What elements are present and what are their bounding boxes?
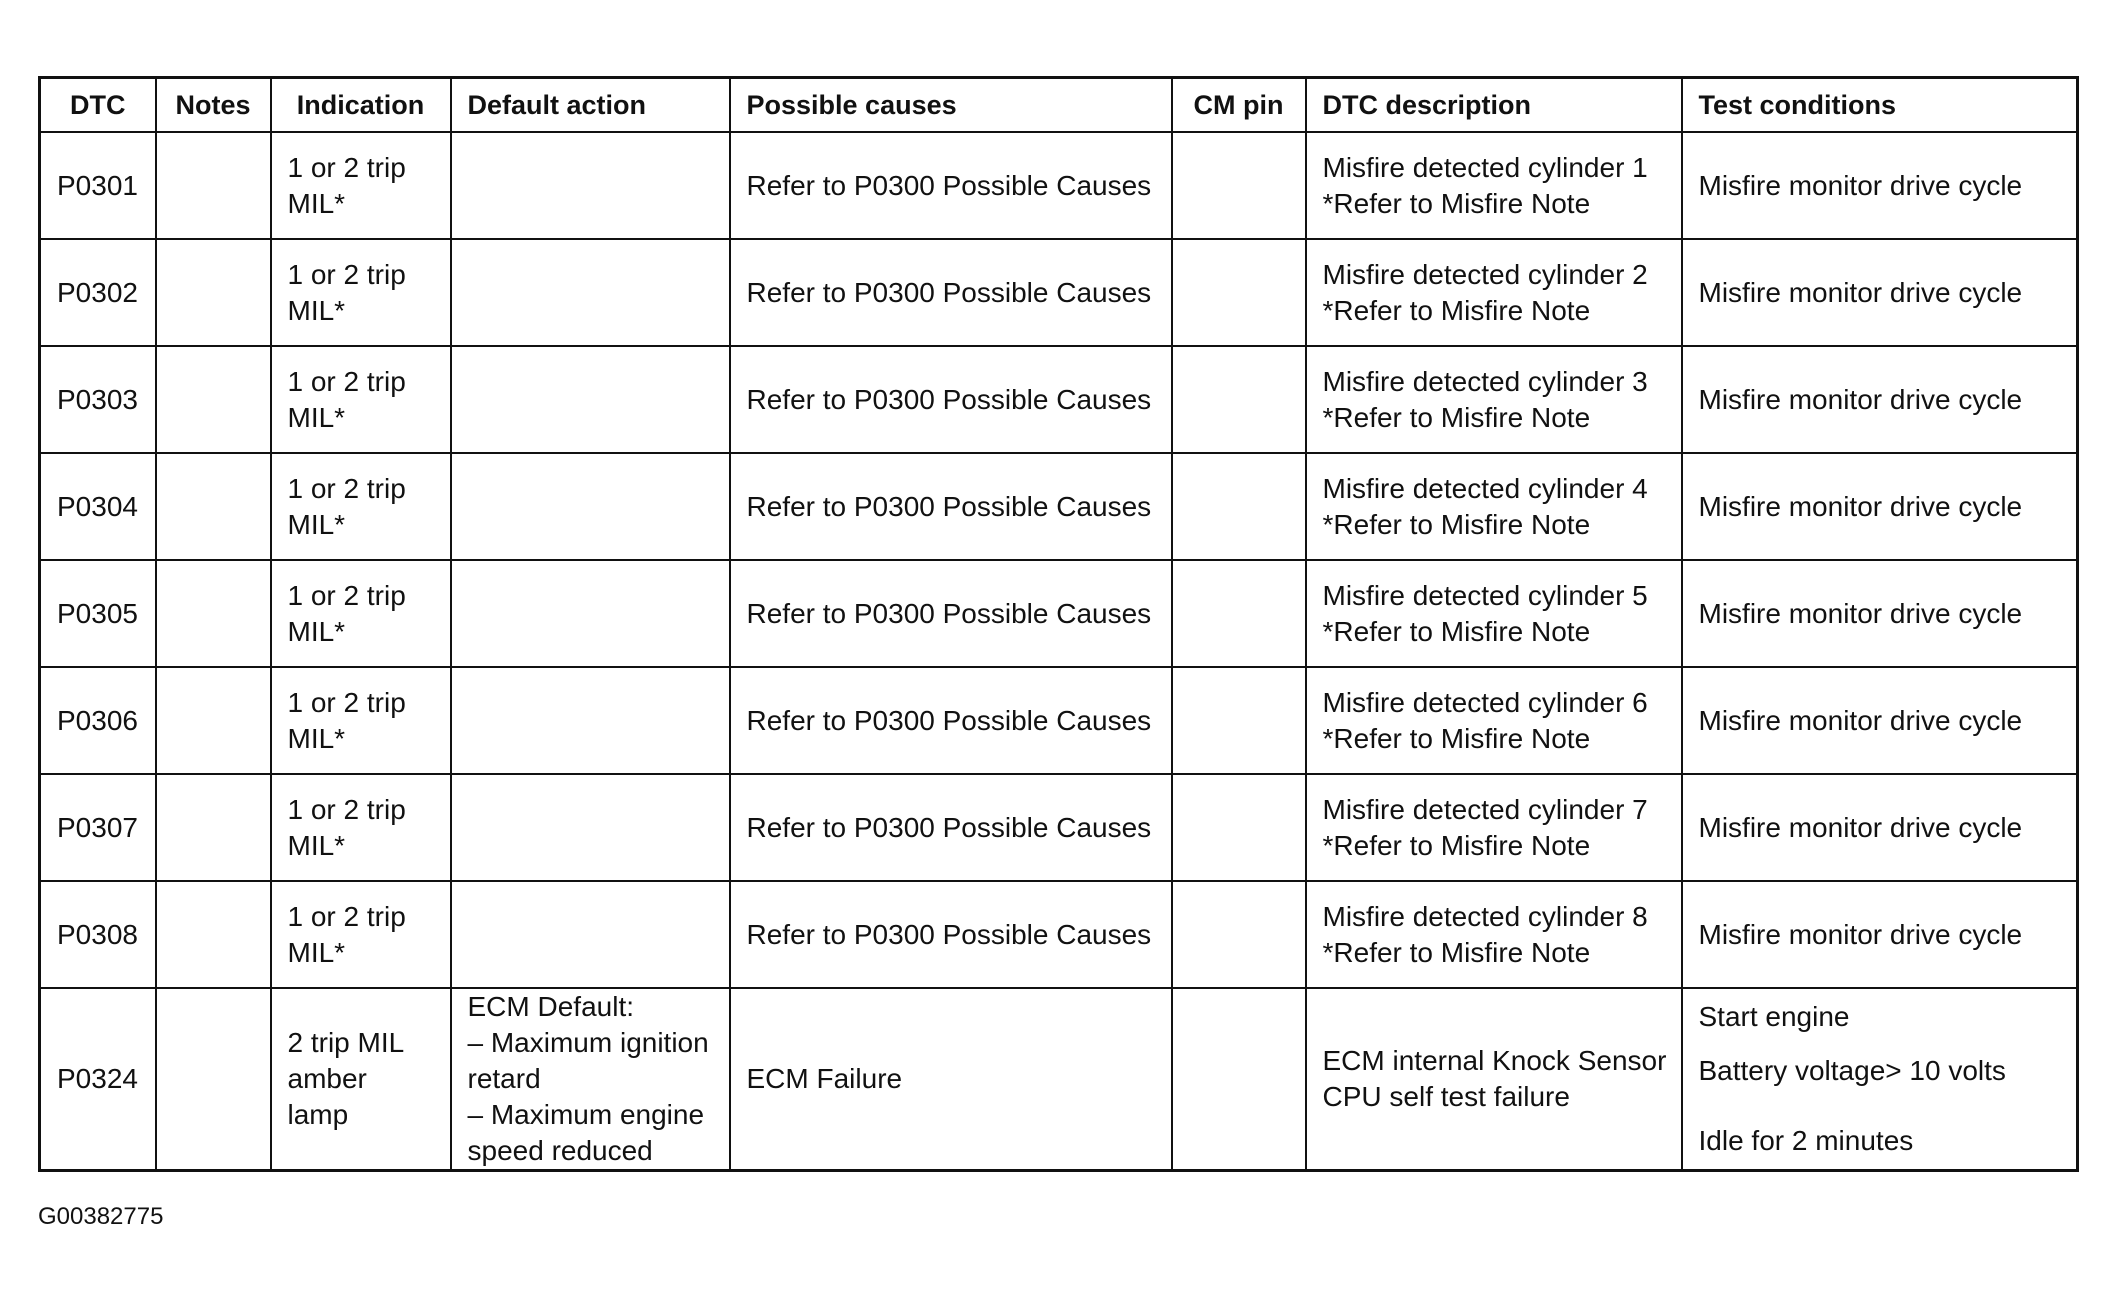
table-row bbox=[40, 560, 2078, 667]
header-test-conditions: Test conditions bbox=[1682, 78, 2078, 133]
indication-line: MIL* bbox=[287, 829, 346, 861]
dtc-description-line: *Refer to Misfire Note bbox=[1322, 829, 1591, 861]
indication-line: MIL* bbox=[287, 187, 346, 219]
cell-notes bbox=[156, 346, 271, 453]
table-row bbox=[40, 988, 2078, 1171]
dtc-code: P0302 bbox=[57, 276, 138, 308]
indication-line: amber bbox=[287, 1063, 367, 1094]
cell-dtc-description bbox=[1306, 239, 1682, 346]
cell-default-action bbox=[451, 453, 730, 560]
cell-dtc-description bbox=[1306, 774, 1682, 881]
dtc-description-line: *Refer to Misfire Note bbox=[1322, 936, 1591, 968]
dtc-table bbox=[38, 76, 2079, 1172]
cell-test-conditions bbox=[1682, 988, 2078, 1171]
indication-line: 1 or 2 trip bbox=[287, 472, 406, 504]
cell-possible-causes bbox=[730, 988, 1172, 1171]
cell-dtc bbox=[40, 667, 156, 774]
indication-line: 1 or 2 trip bbox=[287, 686, 406, 718]
test-condition-line: Battery voltage> 10 volts bbox=[1698, 1055, 2006, 1086]
test-condition-line: Misfire monitor drive cycle bbox=[1698, 597, 2023, 629]
cell-cm-pin bbox=[1172, 453, 1306, 560]
cell-indication bbox=[271, 988, 451, 1171]
dtc-description-line: Misfire detected cylinder 6 bbox=[1322, 686, 1648, 718]
cell-cm-pin bbox=[1172, 346, 1306, 453]
possible-causes-text: Refer to P0300 Possible Causes bbox=[746, 383, 1152, 415]
indication-line: 1 or 2 trip bbox=[287, 258, 406, 290]
cell-test-conditions bbox=[1682, 132, 2078, 239]
dtc-description-line: *Refer to Misfire Note bbox=[1322, 187, 1591, 219]
cell-possible-causes bbox=[730, 881, 1172, 988]
header-dtc: DTC bbox=[40, 78, 156, 133]
default-action-line: ECM Default: bbox=[467, 991, 634, 1022]
possible-causes-text: Refer to P0300 Possible Causes bbox=[746, 597, 1152, 629]
dtc-description-line: Misfire detected cylinder 8 bbox=[1322, 900, 1648, 932]
cell-indication bbox=[271, 453, 451, 560]
dtc-description-line: *Refer to Misfire Note bbox=[1322, 615, 1591, 647]
cell-notes bbox=[156, 560, 271, 667]
cell-indication bbox=[271, 132, 451, 239]
header-dtc-description: DTC description bbox=[1306, 78, 1682, 133]
header-row bbox=[40, 78, 2078, 133]
indication-line: MIL* bbox=[287, 401, 346, 433]
cell-default-action bbox=[451, 881, 730, 988]
cell-default-action bbox=[451, 988, 730, 1171]
dtc-description-line: Misfire detected cylinder 5 bbox=[1322, 579, 1648, 611]
cell-indication bbox=[271, 774, 451, 881]
cell-possible-causes bbox=[730, 239, 1172, 346]
cell-cm-pin bbox=[1172, 988, 1306, 1171]
cell-dtc bbox=[40, 346, 156, 453]
test-condition-line: Misfire monitor drive cycle bbox=[1698, 811, 2023, 843]
cell-default-action bbox=[451, 132, 730, 239]
possible-causes-text: Refer to P0300 Possible Causes bbox=[746, 276, 1152, 308]
dtc-description-line: CPU self test failure bbox=[1322, 1081, 1570, 1112]
possible-causes-text: Refer to P0300 Possible Causes bbox=[746, 704, 1152, 736]
cell-notes bbox=[156, 881, 271, 988]
dtc-code: P0303 bbox=[57, 383, 138, 415]
cell-cm-pin bbox=[1172, 560, 1306, 667]
test-condition-line: Misfire monitor drive cycle bbox=[1698, 276, 2023, 308]
dtc-description-line: Misfire detected cylinder 3 bbox=[1322, 365, 1648, 397]
test-condition-line: Start engine bbox=[1698, 1001, 1850, 1032]
possible-causes-text: Refer to P0300 Possible Causes bbox=[746, 811, 1152, 843]
dtc-description-line: *Refer to Misfire Note bbox=[1322, 294, 1591, 326]
indication-line: MIL* bbox=[287, 722, 346, 754]
cell-notes bbox=[156, 988, 271, 1171]
cell-dtc-description bbox=[1306, 988, 1682, 1171]
indication-line: 1 or 2 trip bbox=[287, 151, 406, 183]
cell-test-conditions bbox=[1682, 560, 2078, 667]
indication-line: lamp bbox=[287, 1099, 349, 1130]
cell-default-action bbox=[451, 239, 730, 346]
cell-test-conditions bbox=[1682, 346, 2078, 453]
cell-cm-pin bbox=[1172, 881, 1306, 988]
cell-possible-causes bbox=[730, 774, 1172, 881]
test-condition-line: Idle for 2 minutes bbox=[1698, 1125, 1914, 1156]
cell-notes bbox=[156, 239, 271, 346]
cell-cm-pin bbox=[1172, 132, 1306, 239]
dtc-description-line: *Refer to Misfire Note bbox=[1322, 508, 1591, 540]
cell-default-action bbox=[451, 774, 730, 881]
cell-dtc-description bbox=[1306, 453, 1682, 560]
possible-causes-text: ECM Failure bbox=[746, 1063, 903, 1094]
default-action-line: – Maximum engine bbox=[467, 1099, 705, 1130]
default-action-line: – Maximum ignition bbox=[467, 1027, 709, 1058]
dtc-description-line: Misfire detected cylinder 4 bbox=[1322, 472, 1648, 504]
default-action-line: retard bbox=[467, 1063, 541, 1094]
header-cm-pin: CM pin bbox=[1172, 78, 1306, 133]
table-body bbox=[40, 132, 2078, 1171]
dtc-description-line: Misfire detected cylinder 7 bbox=[1322, 793, 1648, 825]
header-possible-causes: Possible causes bbox=[730, 78, 1172, 133]
dtc-code: P0301 bbox=[57, 169, 138, 201]
cell-dtc-description bbox=[1306, 667, 1682, 774]
cell-default-action bbox=[451, 560, 730, 667]
cell-dtc bbox=[40, 774, 156, 881]
cell-cm-pin bbox=[1172, 774, 1306, 881]
indication-line: 1 or 2 trip bbox=[287, 579, 406, 611]
header-notes: Notes bbox=[156, 78, 271, 133]
default-action-line: speed reduced bbox=[467, 1135, 653, 1166]
cell-test-conditions bbox=[1682, 774, 2078, 881]
cell-dtc bbox=[40, 453, 156, 560]
dtc-description-line: *Refer to Misfire Note bbox=[1322, 722, 1591, 754]
table-row bbox=[40, 667, 2078, 774]
cell-dtc bbox=[40, 560, 156, 667]
cell-possible-causes bbox=[730, 560, 1172, 667]
table-row bbox=[40, 881, 2078, 988]
cell-cm-pin bbox=[1172, 239, 1306, 346]
figure-id: G00382775 bbox=[38, 1203, 164, 1230]
test-condition-line: Misfire monitor drive cycle bbox=[1698, 490, 2023, 522]
indication-line: 1 or 2 trip bbox=[287, 365, 406, 397]
header-indication: Indication bbox=[271, 78, 451, 133]
cell-indication bbox=[271, 560, 451, 667]
indication-line: MIL* bbox=[287, 508, 346, 540]
cell-notes bbox=[156, 774, 271, 881]
cell-dtc bbox=[40, 881, 156, 988]
header-default-action: Default action bbox=[451, 78, 730, 133]
cell-test-conditions bbox=[1682, 667, 2078, 774]
cell-default-action bbox=[451, 346, 730, 453]
cell-possible-causes bbox=[730, 132, 1172, 239]
test-condition-line: Misfire monitor drive cycle bbox=[1698, 169, 2023, 201]
cell-default-action bbox=[451, 667, 730, 774]
dtc-code: P0324 bbox=[57, 1063, 138, 1094]
dtc-description-line: Misfire detected cylinder 2 bbox=[1322, 258, 1648, 290]
dtc-description-line: *Refer to Misfire Note bbox=[1322, 401, 1591, 433]
test-condition-line: Misfire monitor drive cycle bbox=[1698, 918, 2023, 950]
dtc-description-line: Misfire detected cylinder 1 bbox=[1322, 151, 1648, 183]
cell-indication bbox=[271, 667, 451, 774]
cell-dtc-description bbox=[1306, 560, 1682, 667]
cell-dtc-description bbox=[1306, 132, 1682, 239]
table-row bbox=[40, 774, 2078, 881]
indication-line: MIL* bbox=[287, 615, 346, 647]
indication-line: MIL* bbox=[287, 936, 346, 968]
cell-notes bbox=[156, 132, 271, 239]
cell-dtc bbox=[40, 988, 156, 1171]
possible-causes-text: Refer to P0300 Possible Causes bbox=[746, 918, 1152, 950]
cell-cm-pin bbox=[1172, 667, 1306, 774]
indication-line: 1 or 2 trip bbox=[287, 793, 406, 825]
cell-possible-causes bbox=[730, 453, 1172, 560]
dtc-description-line: ECM internal Knock Sensor bbox=[1322, 1045, 1667, 1076]
test-condition-line: Misfire monitor drive cycle bbox=[1698, 704, 2023, 736]
cell-indication bbox=[271, 881, 451, 988]
dtc-code: P0304 bbox=[57, 490, 138, 522]
indication-line: 2 trip MIL bbox=[287, 1027, 405, 1058]
cell-indication bbox=[271, 239, 451, 346]
cell-dtc-description bbox=[1306, 346, 1682, 453]
indication-line: MIL* bbox=[287, 294, 346, 326]
possible-causes-text: Refer to P0300 Possible Causes bbox=[746, 169, 1152, 201]
cell-possible-causes bbox=[730, 667, 1172, 774]
table-row bbox=[40, 239, 2078, 346]
cell-test-conditions bbox=[1682, 881, 2078, 988]
table-row bbox=[40, 453, 2078, 560]
cell-possible-causes bbox=[730, 346, 1172, 453]
cell-notes bbox=[156, 453, 271, 560]
indication-line: 1 or 2 trip bbox=[287, 900, 406, 932]
dtc-code: P0307 bbox=[57, 811, 138, 843]
cell-dtc-description bbox=[1306, 881, 1682, 988]
table-row bbox=[40, 346, 2078, 453]
dtc-code: P0305 bbox=[57, 597, 138, 629]
cell-dtc bbox=[40, 239, 156, 346]
dtc-code: P0308 bbox=[57, 918, 138, 950]
table-row bbox=[40, 132, 2078, 239]
dtc-code: P0306 bbox=[57, 704, 138, 736]
cell-indication bbox=[271, 346, 451, 453]
cell-dtc bbox=[40, 132, 156, 239]
possible-causes-text: Refer to P0300 Possible Causes bbox=[746, 490, 1152, 522]
cell-notes bbox=[156, 667, 271, 774]
cell-test-conditions bbox=[1682, 239, 2078, 346]
test-condition-line: Misfire monitor drive cycle bbox=[1698, 383, 2023, 415]
cell-test-conditions bbox=[1682, 453, 2078, 560]
